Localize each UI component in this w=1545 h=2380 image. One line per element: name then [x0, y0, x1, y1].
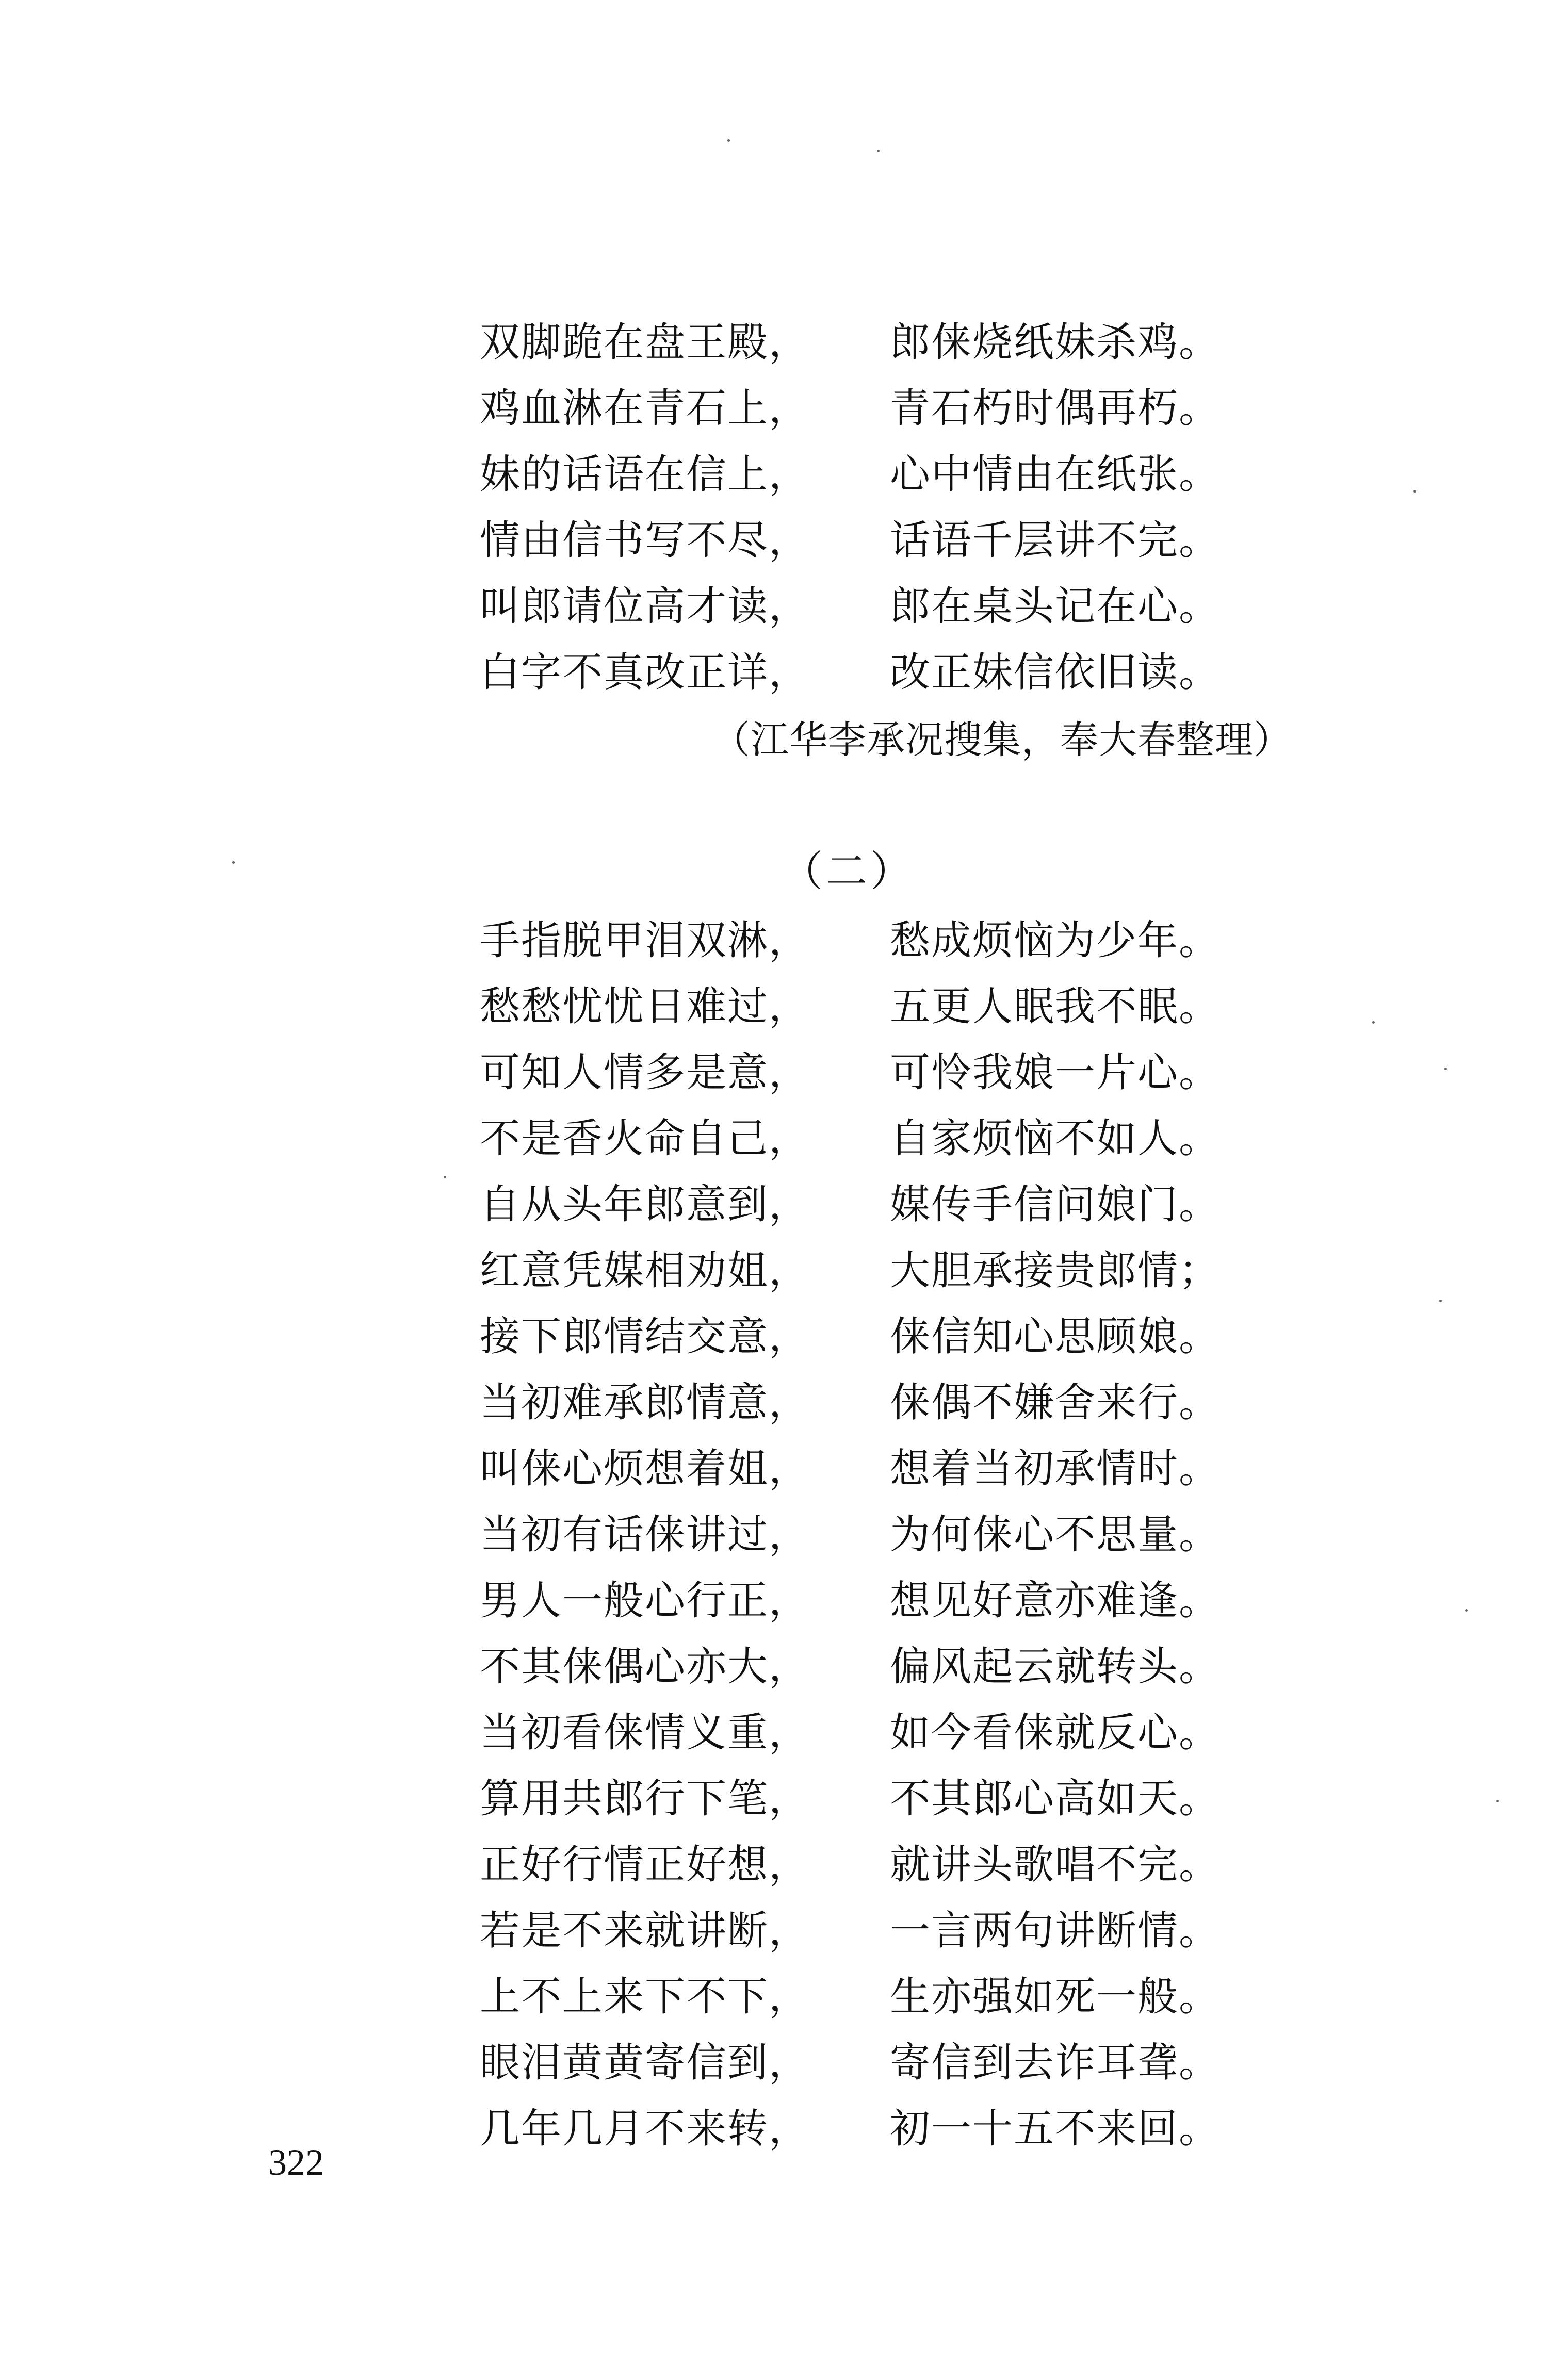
poem-line-left: 上不上来下不下， — [480, 1974, 810, 2020]
poem-line — [480, 2096, 1254, 2162]
poem-line-left: 当初难承郎情意， — [480, 1380, 810, 1426]
poem-line-right: 大胆承接贵郎情； — [890, 1248, 1221, 1294]
poem-line-left: 可知人情多是意， — [480, 1049, 810, 1096]
poem-line — [480, 1172, 1254, 1238]
poem-line-left: 眼泪黄黄寄信到， — [480, 2040, 810, 2086]
poem-line-left: 接下郎情结交意， — [480, 1314, 810, 1360]
poem-line-left: 当初看俫情义重， — [480, 1710, 810, 1756]
scan-speck — [1496, 1800, 1499, 1802]
poem-line-left: 当初有话俫讲过， — [480, 1512, 810, 1558]
poem-line — [480, 1436, 1254, 1502]
poem-line-left: 双脚跪在盘王殿， — [480, 319, 810, 366]
poem-line — [480, 1700, 1254, 1766]
poem-line-right: 寄信到去诈耳聋。 — [890, 2040, 1221, 2086]
poem-line-right: 可怜我娘一片心。 — [890, 1049, 1221, 1096]
scan-speck — [232, 861, 235, 864]
poem-line-right: 青石朽时偶再朽。 — [890, 385, 1221, 432]
poem-line — [480, 1898, 1254, 1964]
poem-line-left: 算用共郎行下笔， — [480, 1776, 810, 1822]
poem-line-right: 如今看俫就反心。 — [890, 1710, 1221, 1756]
poem-line — [480, 974, 1254, 1040]
poem-line-right: 偏风起云就转头。 — [890, 1644, 1221, 1690]
poem-line-right: 俫偶不嫌舍来行。 — [890, 1380, 1221, 1426]
poem-line — [480, 1370, 1254, 1436]
poem-line-left: 若是不来就讲断， — [480, 1908, 810, 1954]
poem-line-left: 几年几月不来转， — [480, 2106, 810, 2152]
poem-line-right: 五更人眠我不眠。 — [890, 983, 1221, 1030]
poem-line-left: 不是香火命自己， — [480, 1115, 810, 1162]
poem-line — [480, 1502, 1254, 1568]
poem-line-right: 愁成烦恼为少年。 — [890, 917, 1221, 964]
poem-line-left: 叫俫心烦想着姐， — [480, 1446, 810, 1492]
poem-line-right: 想见好意亦难逢。 — [890, 1578, 1221, 1624]
poem-line-right: 不其郎心高如天。 — [890, 1776, 1221, 1822]
poem-line — [480, 1040, 1254, 1106]
scan-speck — [727, 139, 730, 142]
poem-line — [480, 2030, 1254, 2096]
scan-speck — [1444, 1068, 1447, 1070]
poem-line — [480, 1766, 1254, 1832]
poem-line-right: 郎俫烧纸妹杀鸡。 — [890, 319, 1221, 366]
poem-line-right: 媒传手信问娘门。 — [890, 1181, 1221, 1228]
scan-speck — [1372, 1021, 1375, 1024]
poem-line-right: 自家烦恼不如人。 — [890, 1115, 1221, 1162]
scan-speck — [444, 1176, 446, 1178]
poem-line-left: 情由信书写不尽， — [480, 517, 810, 564]
poem-line — [480, 441, 1254, 507]
poem-line-right: 初一十五不来回。 — [890, 2106, 1221, 2152]
scan-speck — [1413, 490, 1416, 493]
poem-line-left: 不其俫偶心亦大， — [480, 1644, 810, 1690]
poem-line-left: 愁愁忧忧日难过， — [480, 983, 810, 1030]
poem-line — [480, 375, 1254, 441]
page-number: 322 — [268, 2142, 324, 2183]
poem-line — [480, 908, 1254, 974]
poem-section-2 — [480, 908, 1254, 2162]
scan-speck — [1465, 1609, 1468, 1612]
poem-line-left: 鸡血淋在青石上， — [480, 385, 810, 432]
poem-line — [480, 1634, 1254, 1700]
poem-line-right: 俫信知心思顾娘。 — [890, 1314, 1221, 1360]
poem-line — [480, 1106, 1254, 1172]
poem-line-right: 为何俫心不思量。 — [890, 1512, 1221, 1558]
poem-line-left: 红意凭媒相劝姐， — [480, 1248, 810, 1294]
poem-line — [480, 1832, 1254, 1898]
poem-line-left: 妹的话语在信上， — [480, 451, 810, 498]
poem-line-right: 一言两句讲断情。 — [890, 1908, 1221, 1954]
poem-line — [480, 1238, 1254, 1304]
scan-speck — [877, 150, 880, 152]
poem-line-right: 改正妹信依旧读。 — [890, 649, 1221, 696]
poem-line — [480, 309, 1254, 375]
poem-line-left: 手指脱甲泪双淋， — [480, 917, 810, 964]
poem-line-right: 生亦强如死一般。 — [890, 1974, 1221, 2020]
poem-line-left: 正好行情正好想， — [480, 1842, 810, 1888]
poem-line-right: 话语千层讲不完。 — [890, 517, 1221, 564]
poem-line — [480, 1964, 1254, 2030]
poem-line-right: 就讲头歌唱不完。 — [890, 1842, 1221, 1888]
poem-line-right: 心中情由在纸张。 — [890, 451, 1221, 498]
poem-line-left: 叫郎请位高才读， — [480, 583, 810, 630]
poem-line — [480, 1304, 1254, 1370]
poem-line — [480, 573, 1254, 639]
poem-line — [480, 1568, 1254, 1634]
poem-line-right: 想着当初承情时。 — [890, 1446, 1221, 1492]
poem-line — [480, 507, 1254, 573]
poem-line — [480, 639, 1254, 705]
section-heading: （二） — [782, 847, 915, 895]
poem-line-left: 男人一般心行正， — [480, 1578, 810, 1624]
poem-line-left: 白字不真改正详， — [480, 649, 810, 696]
poem-line-right: 郎在桌头记在心。 — [890, 583, 1221, 630]
poem-section-1 — [480, 309, 1254, 705]
poem-line-left: 自从头年郎意到， — [480, 1181, 810, 1228]
source-attribution: （江华李承况搜集，奉大春整理） — [712, 718, 1292, 762]
scan-speck — [1439, 1300, 1442, 1302]
